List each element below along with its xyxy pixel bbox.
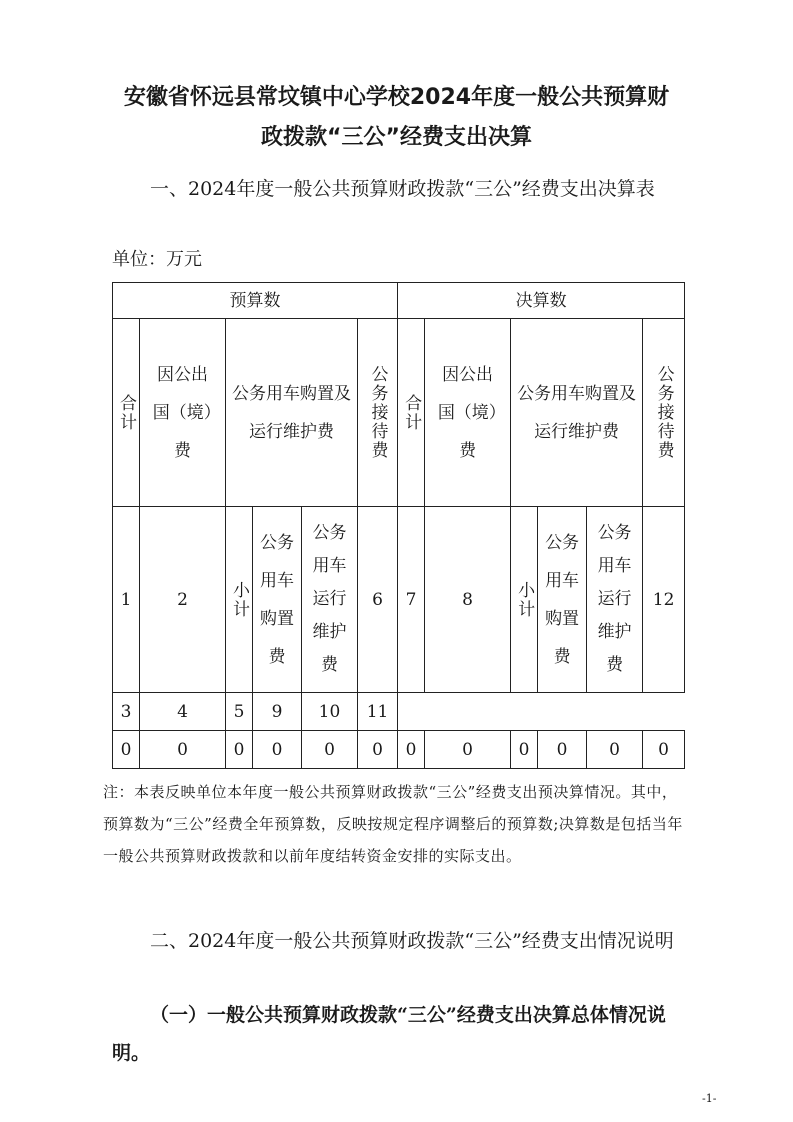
final-reception-header: 公务接待费	[643, 319, 685, 507]
column-number: 9	[253, 693, 302, 731]
budget-total-header: 合计	[113, 319, 140, 507]
section-1-heading: 一、2024年度一般公共预算财政拨款“三公”经费支出决算表	[150, 178, 655, 200]
budget-abroad-header: 因公出国（境）费	[140, 319, 226, 507]
column-number: 3	[113, 693, 140, 731]
column-number: 8	[425, 507, 511, 693]
value-cell: 0	[113, 731, 140, 769]
value-cell: 0	[253, 731, 302, 769]
value-cell: 0	[226, 731, 253, 769]
value-cell: 0	[302, 731, 358, 769]
final-abroad-header: 因公出国（境）费	[425, 319, 511, 507]
final-total-header: 合计	[398, 319, 425, 507]
final-subtotal-header: 小计	[511, 507, 538, 693]
column-number: 6	[358, 507, 398, 693]
value-cell: 0	[398, 731, 425, 769]
budget-vehicle-header: 公务用车购置及运行维护费	[226, 319, 358, 507]
final-vehicle-header: 公务用车购置及运行维护费	[511, 319, 643, 507]
value-cell: 0	[587, 731, 643, 769]
budget-header: 预算数	[113, 283, 398, 319]
final-header: 决算数	[398, 283, 685, 319]
value-cell: 0	[358, 731, 398, 769]
table-note: 注：本表反映单位本年度一般公共预算财政拨款“三公”经费支出预决算情况。其中，预算数为“三公”经费全年预算数，反映按规定程序调整后的预算数;决算数是包括当年一般公共预算财政拨款和以前年度结转资金安排的实际支出。	[103, 783, 683, 865]
value-cell: 0	[425, 731, 511, 769]
section-2-subheading: （一）一般公共预算财政拨款“三公”经费支出决算总体情况说明。	[112, 1004, 666, 1064]
title-line-1: 安徽省怀远县常坟镇中心学校2024年度一般公共预算财	[123, 85, 670, 110]
column-number: 12	[643, 507, 685, 693]
budget-vehicle-purchase-header: 公务用车购置费	[253, 507, 302, 693]
final-vehicle-operation-header: 公务用车运行维护费	[587, 507, 643, 693]
page-number: -1-	[702, 1092, 717, 1105]
budget-reception-header: 公务接待费	[358, 319, 398, 507]
title-line-2: 政拨款“三公”经费支出决算	[261, 125, 532, 150]
value-cell: 0	[511, 731, 538, 769]
section-2-heading: 二、2024年度一般公共预算财政拨款“三公”经费支出情况说明	[150, 930, 674, 952]
budget-subtotal-header: 小计	[226, 507, 253, 693]
column-number: 7	[398, 507, 425, 693]
column-number: 4	[140, 693, 226, 731]
unit-label: 单位：万元	[112, 249, 202, 270]
column-number: 10	[302, 693, 358, 731]
column-number: 1	[113, 507, 140, 693]
column-number: 5	[226, 693, 253, 731]
three-public-expenses-table	[112, 282, 685, 769]
column-number: 11	[358, 693, 398, 731]
column-number: 2	[140, 507, 226, 693]
value-cell: 0	[643, 731, 685, 769]
budget-vehicle-operation-header: 公务用车运行维护费	[302, 507, 358, 693]
final-vehicle-purchase-header: 公务用车购置费	[538, 507, 587, 693]
value-cell: 0	[140, 731, 226, 769]
value-cell: 0	[538, 731, 587, 769]
